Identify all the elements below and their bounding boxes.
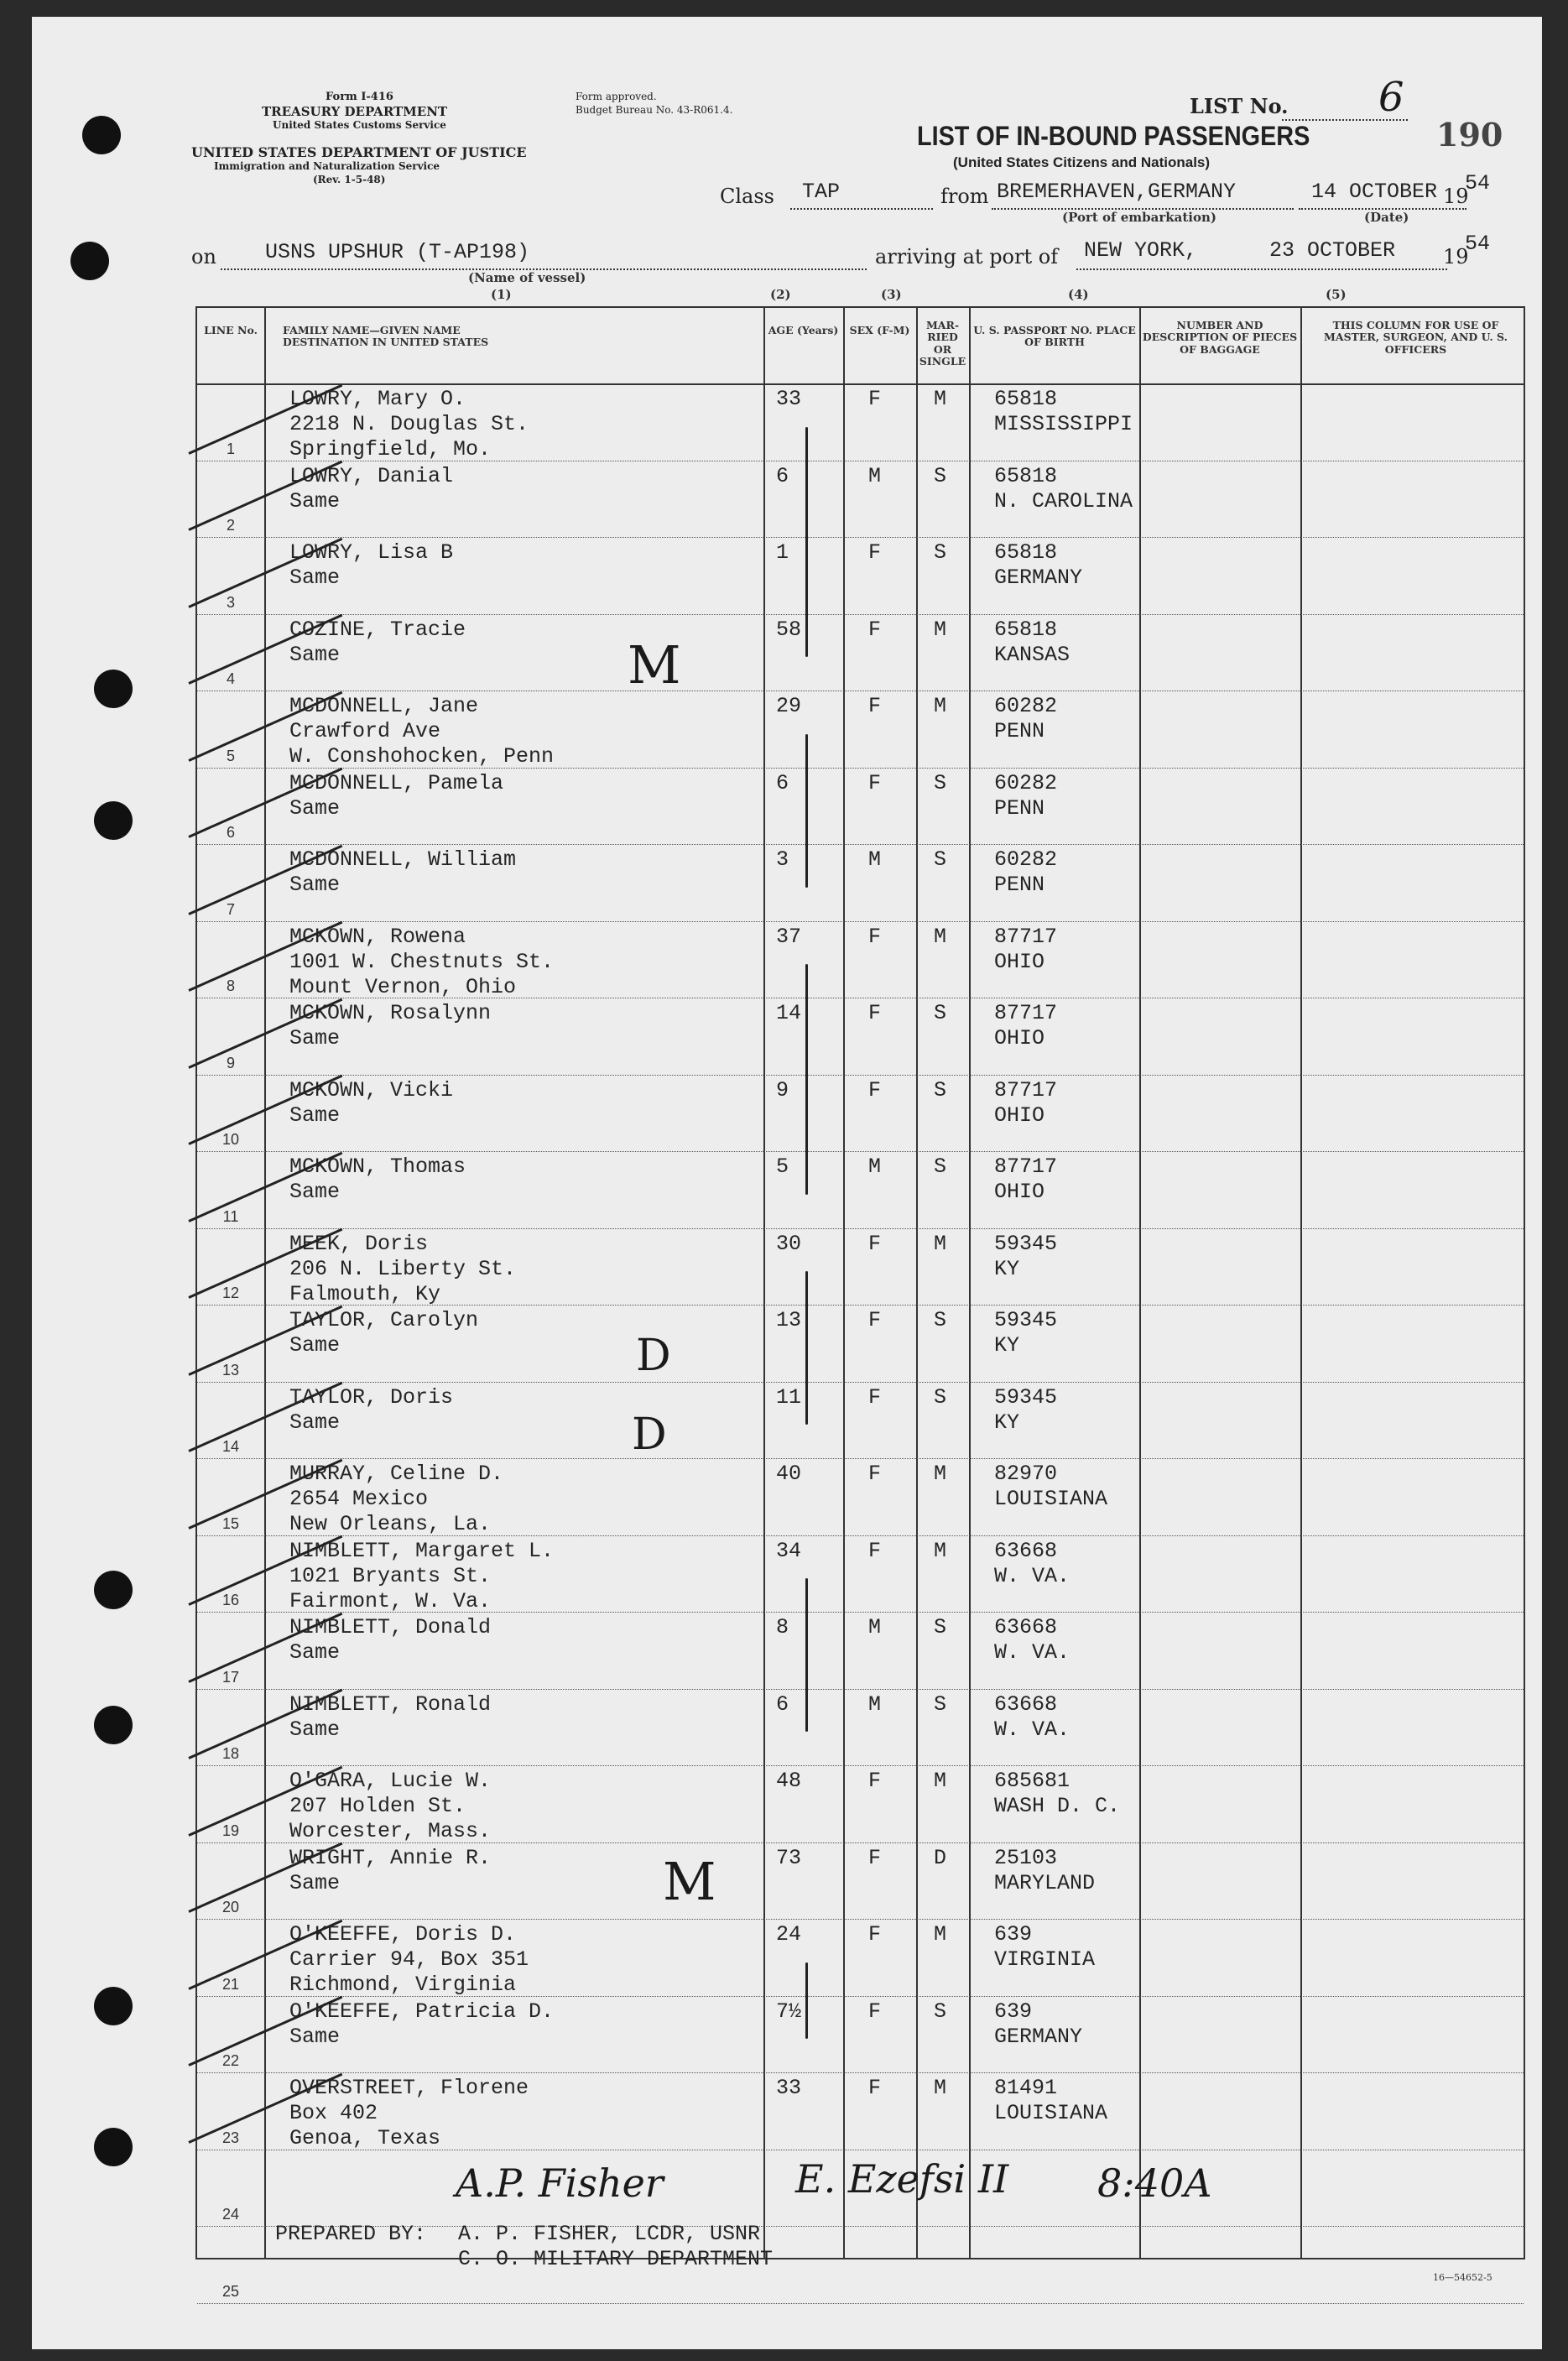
table-row (197, 1151, 1524, 1228)
place-of-birth: WASH D. C. (994, 1794, 1121, 1818)
table-row (197, 461, 1524, 538)
prepared-by-label: PREPARED BY: (275, 2222, 427, 2246)
header-line-no: LINE No. (204, 324, 258, 336)
age: 33 (776, 2076, 802, 2100)
class-line (790, 208, 933, 210)
marital-status: M (934, 387, 947, 411)
header-age: AGE (Years) (768, 324, 839, 336)
table-row (197, 768, 1524, 845)
passport-number: 81491 (994, 2076, 1058, 2100)
destination-line1: Same (289, 1180, 341, 1204)
sex: F (868, 1462, 882, 1486)
arrival-port: NEW YORK, (1084, 238, 1198, 263)
destination-line1: Same (289, 642, 341, 667)
line-number: 16 (221, 1592, 240, 1608)
table-row (197, 1689, 1524, 1766)
sex: F (868, 387, 882, 411)
place-of-birth: KANSAS (994, 642, 1071, 667)
list-no-value: 6 (1378, 74, 1404, 121)
age: 6 (776, 770, 789, 795)
form-number: Form I-416 (326, 91, 393, 103)
line-number: 10 (221, 1131, 240, 1148)
row-divider (197, 2303, 1524, 2304)
handwritten-mark: D (632, 1410, 667, 1460)
table-row (197, 691, 1524, 768)
sex: F (868, 1999, 882, 2024)
age: 34 (776, 1538, 802, 1563)
sex: M (868, 1691, 882, 1717)
binder-hole (94, 1706, 133, 1744)
marital-status: S (934, 1001, 947, 1025)
age: 14 (776, 1001, 802, 1025)
class-value: TAP (802, 180, 841, 204)
form-title: LIST OF IN-BOUND PASSENGERS (917, 121, 1310, 151)
line-number: 21 (221, 1975, 240, 1993)
passport-number: 87717 (994, 1001, 1058, 1025)
passport-number: 63668 (994, 1691, 1058, 1717)
sex: F (868, 924, 882, 949)
corner-number: 190 (1436, 116, 1503, 154)
budget-bureau: Budget Bureau No. 43-R061.4. (576, 104, 733, 116)
destination-line1: Same (289, 2024, 341, 2049)
table-row (197, 614, 1524, 691)
destination-line2: Richmond, Virginia (289, 1973, 517, 1997)
col-number: (1) (491, 287, 512, 302)
ins: Immigration and Naturalization Service (214, 160, 440, 172)
table-row (197, 998, 1524, 1075)
destination-line2: Mount Vernon, Ohio (289, 974, 517, 999)
destination-line2: W. Conshohocken, Penn (289, 744, 555, 769)
year-value: 54 (1465, 171, 1491, 195)
marital-status: M (934, 1769, 947, 1793)
marital-status: S (934, 1999, 947, 2024)
table-row (197, 1996, 1524, 2073)
line-number: 12 (221, 1285, 240, 1301)
passenger-name: OVERSTREET, Florene (289, 2076, 529, 2100)
line-number: 4 (226, 670, 235, 687)
passenger-name: MCKOWN, Rowena (289, 924, 466, 949)
age: 13 (776, 1308, 802, 1332)
year-prefix: 19 (1443, 185, 1469, 208)
passport-number: 685681 (994, 1769, 1071, 1793)
passport-number: 59345 (994, 1384, 1058, 1410)
place-of-birth: MISSISSIPPI (994, 412, 1133, 436)
passport-number: 59345 (994, 1308, 1058, 1332)
passport-number: 25103 (994, 1845, 1058, 1870)
sex: F (868, 2076, 882, 2100)
binder-hole (94, 670, 133, 708)
place-of-birth: OHIO (994, 949, 1045, 974)
marital-status: S (934, 1691, 947, 1717)
marital-status: S (934, 1384, 947, 1410)
place-of-birth: OHIO (994, 1026, 1045, 1050)
age: 37 (776, 924, 802, 949)
passenger-name: MURRAY, Celine D. (289, 1462, 504, 1486)
vessel-caption: (Name of vessel) (468, 270, 586, 285)
line-number: 9 (226, 1054, 235, 1071)
form-subtitle: (United States Citizens and Nationals) (953, 154, 1211, 170)
line-number: 8 (226, 977, 235, 994)
marital-status: S (934, 1615, 947, 1639)
passport-number: 60282 (994, 847, 1058, 872)
age: 24 (776, 1922, 802, 1947)
age: 5 (776, 1154, 789, 1179)
passenger-name: MCDONNELL, William (289, 847, 517, 872)
family-bracket (805, 427, 808, 658)
passport-number: 87717 (994, 1154, 1058, 1179)
header-baggage: NUMBER AND DESCRIPTION OF PIECES OF BAGGAGE (1142, 319, 1298, 356)
passenger-name: COZINE, Tracie (289, 617, 466, 642)
age: 7½ (776, 1999, 802, 2024)
passenger-name: NIMBLETT, Donald (289, 1615, 492, 1639)
destination-line1: Same (289, 1870, 341, 1895)
table-row (197, 537, 1524, 614)
age: 9 (776, 1077, 789, 1102)
age: 6 (776, 1691, 789, 1717)
place-of-birth: GERMANY (994, 565, 1083, 590)
table-row (197, 383, 1524, 461)
age: 48 (776, 1769, 802, 1793)
treasury-dept: TREASURY DEPARTMENT (262, 104, 448, 119)
line-number: 17 (221, 1668, 240, 1686)
sex: M (868, 463, 882, 488)
arrival-date: 23 OCTOBER (1269, 238, 1396, 263)
header-passport: U. S. PASSPORT NO. PLACE OF BIRTH (973, 324, 1136, 349)
passport-number: 65818 (994, 540, 1058, 565)
embarkation-date: 14 OCTOBER (1311, 180, 1438, 204)
family-bracket (805, 1271, 808, 1425)
table-row (197, 1612, 1524, 1689)
binder-hole (94, 2128, 133, 2166)
passenger-name: O'GARA, Lucie W. (289, 1769, 492, 1793)
arrival-year-prefix: 19 (1443, 245, 1469, 268)
place-of-birth: N. CAROLINA (994, 488, 1133, 513)
line-number: 22 (221, 2052, 240, 2069)
destination-line1: Same (289, 1333, 341, 1358)
place-of-birth: KY (994, 1256, 1020, 1281)
destination-line2: Worcester, Mass. (289, 1819, 492, 1843)
place-of-birth: LOUISIANA (994, 2101, 1108, 2125)
passenger-name: TAYLOR, Doris (289, 1384, 454, 1410)
sex: F (868, 1845, 882, 1870)
family-bracket (805, 734, 808, 888)
line-number: 1 (226, 440, 235, 457)
passport-number: 82970 (994, 1462, 1058, 1486)
age: 33 (776, 387, 802, 411)
line-number: 6 (226, 824, 235, 841)
line-number: 2 (226, 517, 235, 534)
col-number: (2) (770, 287, 791, 302)
passport-number: 87717 (994, 924, 1058, 949)
line-number: 13 (221, 1361, 240, 1379)
sex: M (868, 847, 882, 872)
prepared-by-line2: C. O. MILITARY DEPARTMENT (458, 2247, 774, 2271)
binder-hole (82, 116, 121, 154)
marital-status: M (934, 694, 947, 718)
passport-number: 639 (994, 1999, 1033, 2024)
binder-hole (70, 242, 109, 280)
col-number: (4) (1068, 287, 1089, 302)
passenger-name: MCKOWN, Vicki (289, 1077, 454, 1102)
marital-status: M (934, 1538, 947, 1563)
passport-number: 65818 (994, 387, 1058, 411)
sex: F (868, 1001, 882, 1025)
place-of-birth: OHIO (994, 1102, 1045, 1128)
doj: UNITED STATES DEPARTMENT OF JUSTICE (191, 144, 527, 160)
date-caption: (Date) (1364, 210, 1409, 225)
line-number: 20 (221, 1899, 240, 1915)
destination-line1: 2218 N. Douglas St. (289, 412, 529, 436)
passport-number: 87717 (994, 1077, 1058, 1102)
marital-status: M (934, 1462, 947, 1486)
passenger-name: TAYLOR, Carolyn (289, 1308, 479, 1332)
age: 6 (776, 463, 789, 488)
sex: F (868, 1538, 882, 1563)
passenger-name: NIMBLETT, Ronald (289, 1691, 492, 1717)
customs-service: United States Customs Service (273, 119, 446, 131)
passenger-name: MCDONNELL, Jane (289, 694, 479, 718)
arrival-line (1076, 268, 1447, 270)
destination-line1: Carrier 94, Box 351 (289, 1947, 529, 1972)
destination-line1: Same (289, 1640, 341, 1665)
marital-status: S (934, 1077, 947, 1102)
passenger-name: LOWRY, Danial (289, 463, 454, 488)
passport-number: 60282 (994, 694, 1058, 718)
arriving-label: arriving at port of (875, 245, 1059, 268)
destination-line2: Genoa, Texas (289, 2126, 441, 2150)
passenger-name: O'KEEFFE, Doris D. (289, 1922, 517, 1947)
sex: F (868, 1308, 882, 1332)
handwritten-mark: M (628, 634, 681, 696)
passport-number: 59345 (994, 1231, 1058, 1256)
sex: M (868, 1154, 882, 1179)
place-of-birth: OHIO (994, 1180, 1045, 1204)
on-label: on (191, 245, 216, 268)
age: 40 (776, 1462, 802, 1486)
destination-line1: 2654 Mexico (289, 1487, 429, 1511)
sex: F (868, 540, 882, 565)
destination-line1: Same (289, 795, 341, 821)
destination-line1: Same (289, 565, 341, 590)
marital-status: S (934, 540, 947, 565)
header-name: FAMILY NAME—GIVEN NAME DESTINATION IN UNITED STATES (283, 324, 489, 349)
marital-status: M (934, 924, 947, 949)
sex: F (868, 694, 882, 718)
handwritten-mark: D (636, 1331, 671, 1381)
table-row (197, 1075, 1524, 1152)
age: 30 (776, 1231, 802, 1256)
destination-line2: Springfield, Mo. (289, 437, 492, 461)
form-code: 16—54652-5 (1433, 2272, 1492, 2283)
destination-line1: 1021 Bryants St. (289, 1563, 492, 1588)
handwritten-mark: M (663, 1851, 716, 1912)
stamp-note: E. Ezefsi II (795, 2156, 1009, 2202)
place-of-birth: GERMANY (994, 2024, 1083, 2049)
form-revision: (Rev. 1-5-48) (313, 174, 386, 185)
destination-line1: 1001 W. Chestnuts St. (289, 949, 555, 974)
passport-number: 65818 (994, 463, 1058, 488)
table-row (197, 1765, 1524, 1842)
destination-line1: Same (289, 1410, 341, 1435)
line-number: 25 (221, 2282, 240, 2300)
age: 8 (776, 1615, 789, 1639)
marital-status: S (934, 1308, 947, 1332)
age: 58 (776, 617, 802, 642)
sex: F (868, 1384, 882, 1410)
line-number: 14 (221, 1438, 240, 1455)
passenger-name: LOWRY, Lisa B (289, 540, 454, 565)
marital-status: M (934, 1231, 947, 1256)
line-number: 19 (221, 1822, 240, 1839)
binder-hole (94, 1571, 133, 1609)
marital-status: S (934, 463, 947, 488)
place-of-birth: PENN (994, 795, 1045, 821)
destination-line1: Same (289, 488, 341, 513)
destination-line1: Same (289, 1026, 341, 1050)
place-of-birth: W. VA. (994, 1563, 1071, 1588)
table-row (197, 844, 1524, 921)
sex: F (868, 770, 882, 795)
table-row (197, 1458, 1524, 1535)
destination-line1: Same (289, 1717, 341, 1742)
time-note: 8:40A (1097, 2160, 1212, 2206)
table-row (197, 1535, 1524, 1613)
destination-line1: Same (289, 873, 341, 897)
marital-status: S (934, 1154, 947, 1179)
line-number: 24 (221, 2206, 240, 2223)
family-bracket (805, 1962, 808, 2040)
class-label: Class (720, 185, 774, 208)
arrival-year: 54 (1465, 232, 1491, 256)
passenger-name: LOWRY, Mary O. (289, 387, 466, 411)
destination-line1: Same (289, 1102, 341, 1128)
line-number: 7 (226, 900, 235, 918)
sex: F (868, 1769, 882, 1793)
line-number: 18 (221, 1745, 240, 1762)
table-row (197, 1228, 1524, 1306)
marital-status: M (934, 1922, 947, 1947)
prepared-by-line1: A. P. FISHER, LCDR, USNR (458, 2222, 761, 2246)
from-label: from (940, 185, 989, 208)
table-row (197, 921, 1524, 998)
col-number: (3) (881, 287, 902, 302)
place-of-birth: LOUISIANA (994, 1487, 1108, 1511)
header-officers: THIS COLUMN FOR USE OF MASTER, SURGEON, AND U. S. OFFICERS (1324, 319, 1508, 356)
age: 1 (776, 540, 789, 565)
place-of-birth: PENN (994, 719, 1045, 743)
passenger-name: MCKOWN, Thomas (289, 1154, 466, 1179)
destination-line1: Crawford Ave (289, 719, 441, 743)
marital-status: S (934, 847, 947, 872)
binder-hole (94, 1987, 133, 2025)
passport-number: 60282 (994, 770, 1058, 795)
destination-line1: 207 Holden St. (289, 1794, 466, 1818)
marital-status: M (934, 617, 947, 642)
passport-number: 63668 (994, 1538, 1058, 1563)
place-of-birth: VIRGINIA (994, 1947, 1096, 1972)
line-number: 3 (226, 593, 235, 611)
age: 73 (776, 1845, 802, 1870)
form-approved: Form approved. (576, 91, 657, 102)
passenger-name: MEEK, Doris (289, 1231, 429, 1256)
passport-number: 65818 (994, 617, 1058, 642)
place-of-birth: W. VA. (994, 1640, 1071, 1665)
passenger-name: WRIGHT, Annie R. (289, 1845, 492, 1870)
port-of-embarkation: BREMERHAVEN,GERMANY (997, 180, 1237, 204)
family-bracket (805, 1578, 808, 1732)
binder-hole (94, 801, 133, 840)
age: 11 (776, 1384, 802, 1410)
header-married: MAR-RIED OR SINGLE (919, 319, 966, 368)
port-caption: (Port of embarkation) (1062, 210, 1216, 225)
line-number: 5 (226, 747, 235, 764)
destination-line1: 206 N. Liberty St. (289, 1256, 517, 1281)
destination-line2: New Orleans, La. (289, 1512, 492, 1536)
age: 29 (776, 694, 802, 718)
place-of-birth: KY (994, 1333, 1020, 1358)
passenger-name: NIMBLETT, Margaret L. (289, 1538, 555, 1563)
age: 3 (776, 847, 789, 872)
table-row (197, 1919, 1524, 1996)
line-number: 23 (221, 2129, 240, 2146)
table-row (197, 2072, 1524, 2150)
vessel-name: USNS UPSHUR (T-AP198) (265, 240, 530, 264)
col-number: (5) (1326, 287, 1347, 302)
place-of-birth: W. VA. (994, 1717, 1071, 1742)
passenger-list-form (32, 17, 1542, 2349)
list-no-label: LIST No. (1190, 94, 1289, 118)
line-number: 15 (221, 1514, 240, 1532)
place-of-birth: MARYLAND (994, 1870, 1096, 1895)
marital-status: S (934, 770, 947, 795)
header-sex: SEX (F-M) (849, 324, 910, 336)
table-row (197, 1305, 1524, 1382)
passenger-name: MCDONNELL, Pamela (289, 770, 504, 795)
place-of-birth: PENN (994, 873, 1045, 897)
marital-status: M (934, 2076, 947, 2100)
passenger-name: MCKOWN, Rosalynn (289, 1001, 492, 1025)
sex: F (868, 1922, 882, 1947)
sex: M (868, 1615, 882, 1639)
destination-line2: Falmouth, Ky (289, 1281, 441, 1306)
passenger-name: O'KEEFFE, Patricia D. (289, 1999, 555, 2024)
marital-status: D (934, 1845, 947, 1870)
sex: F (868, 617, 882, 642)
signature: A.P. Fisher (456, 2160, 664, 2206)
table-row (197, 1842, 1524, 1920)
passport-number: 63668 (994, 1615, 1058, 1639)
line-number: 11 (222, 1207, 239, 1225)
passport-number: 639 (994, 1922, 1033, 1947)
place-of-birth: KY (994, 1410, 1020, 1435)
family-bracket (805, 964, 808, 1195)
table-row (197, 1382, 1524, 1459)
destination-line2: Fairmont, W. Va. (289, 1588, 492, 1613)
sex: F (868, 1231, 882, 1256)
destination-line1: Box 402 (289, 2101, 378, 2125)
sex: F (868, 1077, 882, 1102)
